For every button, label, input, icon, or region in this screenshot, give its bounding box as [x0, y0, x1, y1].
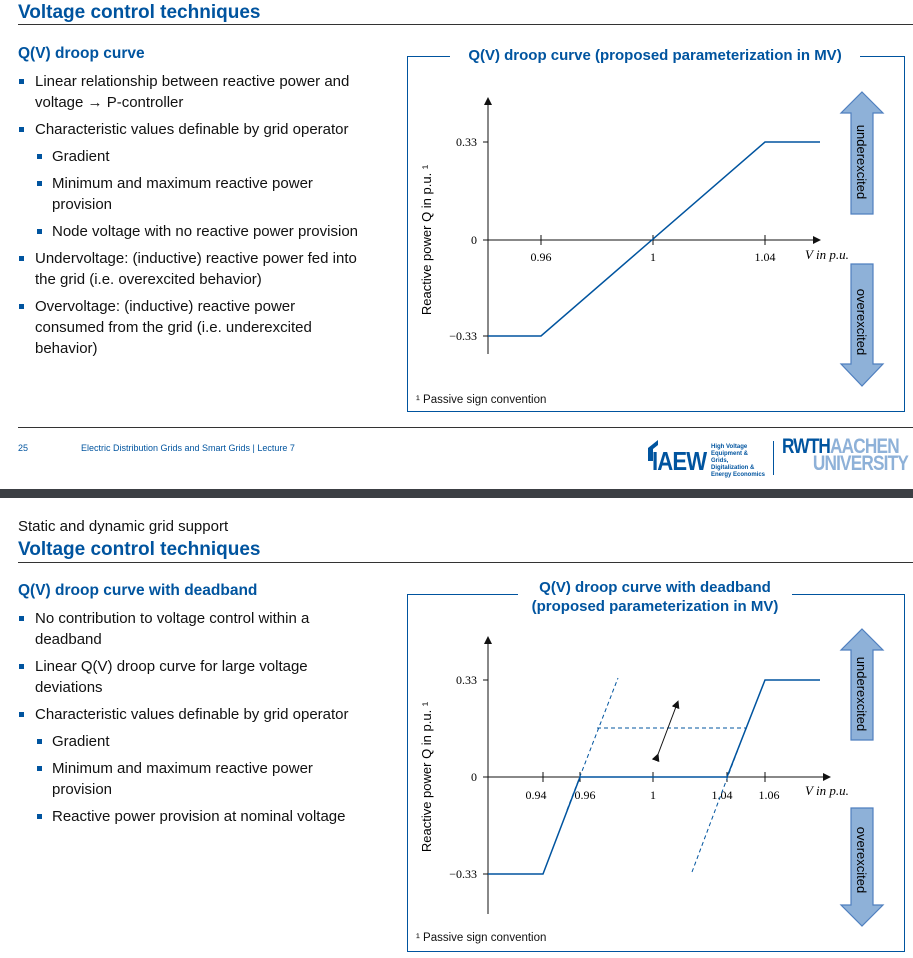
slide1-overexcited-arrow — [841, 264, 883, 386]
bullet-marker — [19, 256, 24, 261]
iaew-sub-line: High Voltage — [711, 444, 748, 450]
slide1-y-label: Reactive power Q in p.u. ¹ — [419, 164, 434, 316]
rwth-logo-aachen: AACHEN — [830, 435, 899, 458]
iaew-sub-line: Digitalization & — [711, 465, 755, 471]
slide1-xtick-1: 1 — [650, 250, 656, 264]
slide1-bullet — [35, 296, 312, 359]
slide2-underexcited-arrow — [841, 629, 883, 740]
slide2-xtick-096: 0.96 — [574, 788, 596, 802]
slide2-bullet-line: Linear Q(V) droop curve for large voltage — [35, 658, 308, 675]
bullet-marker — [19, 127, 24, 132]
iaew-sub-line: Energy Economics — [711, 472, 766, 478]
slide1-bullet-line: Gradient — [52, 148, 110, 165]
slide2-ytick-neg033: −0.33 — [449, 867, 477, 881]
slide1-subhead: Q(V) droop curve — [18, 45, 145, 62]
slide1-bullet-line: consumed from the grid (i.e. underexcited — [35, 319, 312, 336]
slide2-bullet — [52, 806, 346, 827]
slide1-bullet-line: provision — [52, 196, 113, 213]
slide2-title-rule — [18, 562, 913, 563]
footer-lecture: Electric Distribution Grids and Smart Grids | Lecture 7 — [81, 443, 295, 453]
iaew-logo — [646, 438, 766, 478]
slide1-bullet — [52, 173, 313, 215]
slide2-bullet — [52, 758, 313, 800]
iaew-logo-text: IAEW — [652, 446, 707, 476]
slide2-chart-title-line2: (proposed parameterization in MV) — [531, 598, 779, 615]
slide1-bullet — [35, 71, 349, 113]
footer-page-number: 25 — [18, 443, 29, 453]
slide1-ytick-033: 0.33 — [456, 135, 477, 149]
logo-divider — [773, 441, 774, 475]
slide1-bullet — [52, 221, 358, 242]
slide2-xtick-104: 1.04 — [711, 788, 733, 802]
slide2-bullet-line: No contribution to voltage control within a — [35, 610, 310, 627]
slide2-overexcited-arrow — [841, 808, 883, 926]
rwth-logo — [782, 435, 908, 478]
slide1-x-label: V in p.u. — [805, 247, 849, 262]
slide-separator — [0, 489, 913, 498]
slide2-subhead: Q(V) droop curve with deadband — [18, 582, 258, 599]
slide2-bullet — [35, 704, 349, 725]
slide2-bullet-line: Reactive power provision at nominal voltage — [52, 808, 346, 825]
slide1-underexcited-arrow — [841, 92, 883, 214]
slide2-ytick-033: 0.33 — [456, 673, 477, 687]
slide2-y-label: Reactive power Q in p.u. ¹ — [419, 701, 434, 853]
bullet-marker — [37, 229, 42, 234]
slide1-bullet — [35, 119, 349, 140]
bullet-marker — [37, 739, 42, 744]
slide2-xtick-094: 0.94 — [525, 788, 547, 802]
bullet-marker — [19, 712, 24, 717]
slide2-bullet-line: provision — [52, 781, 113, 798]
bullet-marker — [37, 181, 42, 186]
slide1-chart-title: Q(V) droop curve (proposed parameterization in MV) — [450, 46, 860, 65]
slide1-xtick-104: 1.04 — [754, 250, 776, 264]
slide2-chart — [407, 594, 903, 950]
slide2-bullet-line: Characteristic values definable by grid operator — [35, 706, 349, 723]
slide2-bullet-line: Minimum and maximum reactive power — [52, 760, 313, 777]
slide1-ytick-neg033: −0.33 — [449, 329, 477, 343]
slide2-bullet-line: deviations — [35, 679, 103, 696]
bullet-marker — [19, 79, 24, 84]
slide2-bullet — [35, 608, 309, 650]
slide2-xtick-1: 1 — [650, 788, 656, 802]
slide2-chart-title-line1: Q(V) droop curve with deadband — [539, 579, 771, 596]
slide1-ytick-0: 0 — [471, 233, 477, 247]
slide1-bullet-line: the grid (i.e. overexcited behavior) — [35, 271, 262, 288]
slide2-x-label: V in p.u. — [805, 783, 849, 798]
iaew-sub-line: Equipment & Grids, — [711, 451, 748, 464]
slide1-droop-curve — [488, 142, 820, 336]
slide1-xtick-096: 0.96 — [530, 250, 552, 264]
slide2-underexcited-label: underexcited — [854, 656, 869, 732]
slide2-section: Static and dynamic grid support — [18, 518, 229, 535]
slide2-shift-arrow — [657, 704, 677, 757]
slide2-bullet — [35, 656, 308, 698]
slide2-footnote: ¹ Passive sign convention — [416, 932, 547, 944]
rwth-logo-university: UNIVERSITY — [812, 452, 908, 475]
slide1-bullet-line: Minimum and maximum reactive power — [52, 175, 313, 192]
slide2-bullet — [52, 731, 110, 752]
bullet-marker — [19, 664, 24, 669]
slide1-bullet-line: Overvoltage: (inductive) reactive power — [35, 298, 296, 315]
footer-rule — [18, 427, 913, 428]
slide2-title: Voltage control techniques — [18, 539, 261, 560]
slide1-title-rule — [18, 24, 913, 25]
slide2-bullet-line: deadband — [35, 631, 102, 648]
slide1-footnote: ¹ Passive sign convention — [416, 394, 547, 406]
slide1-bullet — [52, 146, 110, 167]
slide1-bullet — [35, 248, 357, 290]
slide2-ytick-0: 0 — [471, 770, 477, 784]
slide2-xtick-106: 1.06 — [758, 788, 780, 802]
bullet-marker — [19, 304, 24, 309]
rwth-logo-rwth: RWTH — [782, 435, 831, 458]
slide1-chart — [407, 56, 903, 410]
slide1-overexcited-label: overexcited — [854, 288, 869, 356]
slide1-bullet-line: Undervoltage: (inductive) reactive power fed into — [35, 250, 357, 267]
slide1-underexcited-label: underexcited — [854, 124, 869, 200]
slide1-bullet-line: behavior) — [35, 340, 98, 357]
slide2-bullet-line: Gradient — [52, 733, 110, 750]
bullet-marker — [37, 154, 42, 159]
slide2-overexcited-label: overexcited — [854, 826, 869, 894]
slide1-bullet-line: Node voltage with no reactive power provision — [52, 223, 358, 240]
slide1-bullet-line: Characteristic values definable by grid operator — [35, 121, 349, 138]
slide1-bullet-line: Linear relationship between reactive power and — [35, 73, 350, 90]
bullet-marker — [37, 814, 42, 819]
slide1-bullet-line: voltage → P-controller — [35, 94, 184, 111]
bullet-marker — [37, 766, 42, 771]
slide1-title: Voltage control techniques — [18, 2, 261, 23]
bullet-marker — [19, 616, 24, 621]
